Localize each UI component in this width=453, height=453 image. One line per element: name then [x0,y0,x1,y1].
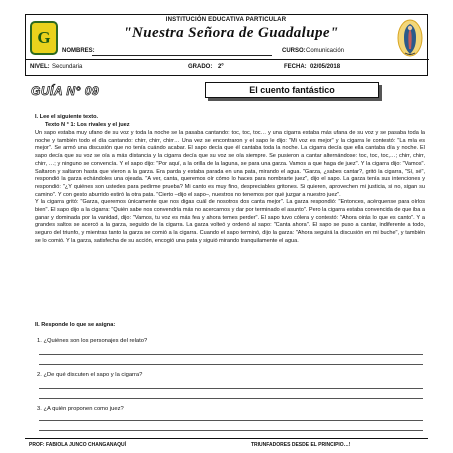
header-divider [26,59,429,60]
nombres-field[interactable] [92,55,272,56]
section2-heading: II. Responde lo que se asigna: [35,322,116,328]
worksheet-page [25,14,428,448]
footer-teacher: PROF: FABIOLA JUNCO CHANGANAQUÍ [29,442,127,448]
school-name: "Nuestra Señora de Guadalupe" [123,25,339,41]
fecha-value: 02/05/2018 [310,64,341,70]
curso-label: CURSO: [282,48,306,54]
answer-line[interactable] [39,354,423,355]
header-box [25,14,428,76]
answer-line[interactable] [39,420,423,421]
story-text [35,130,425,246]
fecha-label: FECHA: [284,64,307,70]
footer-rule [25,438,428,439]
story-paragraph: Y la cigarra gritó: "Garza, queremos únicamente que nos digas cuál de nosotros dos canta mejor". La garza respondió: "Entonces, acérquense para oírlos bien". El sapo dijo a la cigarra: "Quién sabe nos convendría más no acercarnos y dar por terminado el asunto". Pero la cigarra estaba convencida de que iba a ganar y dominada por la vanidad, dijo: "Vamos, tu voz es más fea y ahora temes perder". El sapo tuvo cólera y contestó: "Ahora oirás lo que es canto". Y a grandes saltos se acercó a la garza, seguido de la cigarra. La garza volteó y ordenó al sapo: "Canta ahora". El sapo se puso a cantar, indiferente a todo, seguro del triunfo, y mientras tanto la garza se comió a la cigarra. Cuando el sapo terminó, dijo la garza: "Ahora seguirá la discusión en mi buche", y también se lo comió. Y la garza, satisfecha de su acción, encogió una pata y siguió mirando tranquilamente el agua. [35,199,425,244]
question-1: 1. ¿Quiénes son los personajes del relato? [37,338,148,344]
institution-name: INSTITUCIÓN EDUCATIVA PARTICULAR [165,17,287,23]
curso-value: Comunicación [306,48,345,54]
question-2: 2. ¿De qué discuten el sapo y la cigarra? [37,372,143,378]
guide-number: GUÍA N° 09 [31,84,100,98]
section1-heading: I. Lee el siguiente texto. [35,114,99,120]
answer-line[interactable] [39,430,423,431]
answer-line[interactable] [39,364,423,365]
footer-motto: TRIUNFADORES DESDE EL PRINCIPIO…! [251,442,351,448]
story-paragraph: Un sapo estaba muy ufano de su voz y toda la noche se la pasaba cantando: toc, toc, toc… y una cigarra estaba más ufana de su voz y se pasaba toda la noche y también todo el día cantando: chirr, chirr, chirr… Una vez se encontraron y el sapo le dijo: "Mi voz es mejor" y la cigarra le contestó: "La mía es mejor". Se armó una discusión que no tenía cuándo acabar. El sapo decía que él cantaba toda la noche. La cigarra decía que ella cantaba día y noche. El sapo decía que su voz se oía a más distancia y la cigarra decía que su voz se oía siempre. Se pusieron a cantar alternándose: toc, toc, toc,…; chirr, chirr, chirr, …; y ninguno se convencía. Y el sapo dijo: "Por aquí, a la orilla de la laguna, se para una garza. Vamos a que haga de juez". Y la cigarra dijo: "Vamos". Saltaron y saltaron hasta que vieron a la garza. Era parda y estaba parada en una pata, mirando el agua. "Garza, ¿sabes cantar?, gritó la cigarra, "Sí, sé", respondió la garza echándoles una ojeada. "A ver, canta, queremos oír cómo lo haces para nombrarte juez", dijo el sapo. La garza tenía sus intenciones y respondió: "¿Y quiénes son ustedes para pedirme prueba? Mi canto es muy fino, despreciables gritones. Si quieren, aprovechen mi justicia, si no, sigan su camino". Y con gesto aburrido estiró la otra pata. "Cierto –dijo el sapo–, nuestros no tenemos por qué juzgar a nuestro juez". [35,130,425,198]
nombres-label: NOMBRES: [62,48,95,54]
nivel-value: Secundaria [52,64,83,70]
guide-title: El cuento fantástico [205,82,379,98]
school-logo [30,21,58,55]
question-3: 3. ¿A quién proponen como juez? [37,406,124,412]
text-title: Texto N ° 1: Los rivales y el juez [45,122,130,128]
virgin-guadalupe-image [397,19,423,57]
grado-label: GRADO: [188,64,213,70]
logo-letter: G [37,28,51,47]
grado-value: 2º [218,64,224,70]
nivel-label: NIVEL: [30,64,50,70]
answer-line[interactable] [39,388,423,389]
answer-line[interactable] [39,398,423,399]
